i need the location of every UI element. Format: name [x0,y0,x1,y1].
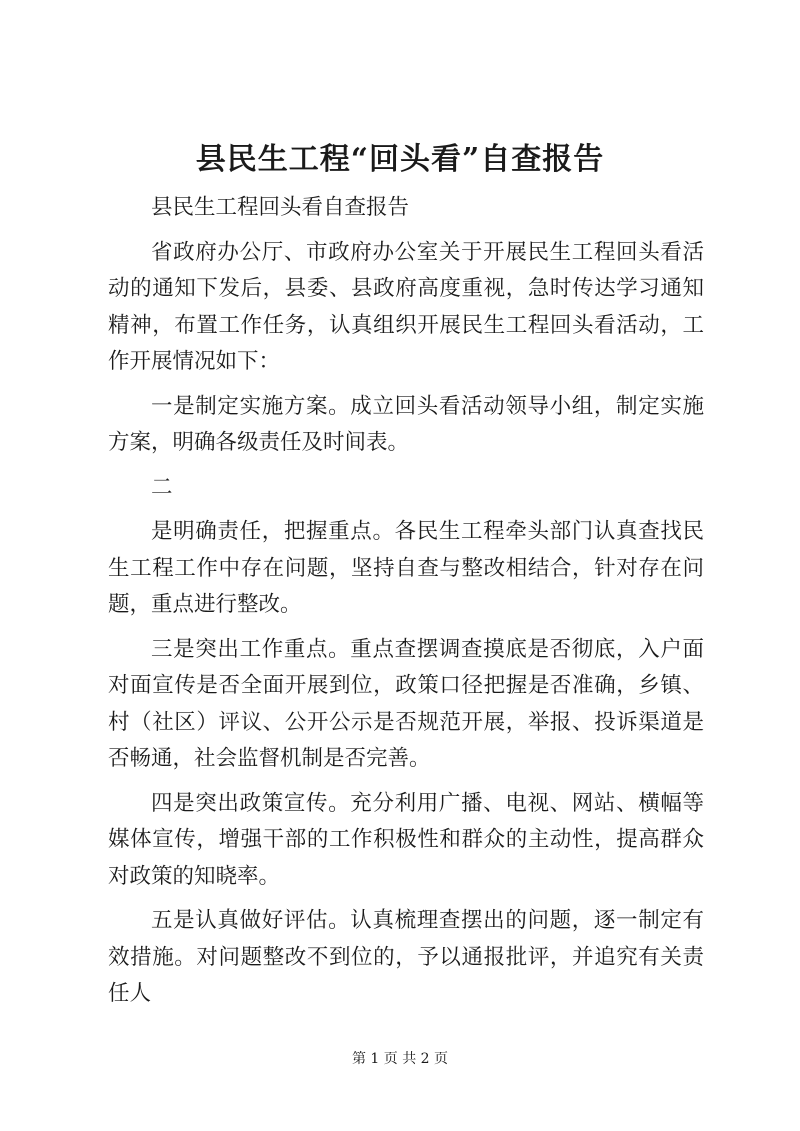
page-number-footer: 第 1 页 共 2 页 [351,1051,449,1067]
paragraph-item-3: 三是突出工作重点。重点查摆调查摸底是否彻底，入户面对面宣传是否全面开展到位，政策口径把握是否准确，乡镇、村（社区）评议、公开公示是否规范开展，举报、投诉渠道是否畅通，社会监督机制是否完善。 [108,636,704,771]
paragraph-item-2: 是明确责任，把握重点。各民生工程牵头部门认真查找民生工程工作中存在问题，坚持自查与整改相结合，针对存在问题，重点进行整改。 [108,519,704,617]
paragraph-intro: 省政府办公厅、市政府办公室关于开展民生工程回头看活动的通知下发后，县委、县政府高度重视，急时传达学习通知精神，布置工作任务，认真组织开展民生工程回头看活动，工作开展情况如下： [108,239,704,374]
paragraph-item-1: 一是制定实施方案。成立回头看活动领导小组，制定实施方案，明确各级责任及时间表。 [108,393,704,455]
document-title: 县民生工程“回头看”自查报告 [195,142,605,177]
paragraph-item-2-numeral: 二 [151,474,173,500]
paragraph-subtitle: 县民生工程回头看自查报告 [151,195,410,220]
paragraph-item-5: 五是认真做好评估。认真梳理查摆出的问题，逐一制定有效措施。对问题整改不到位的，予以通报批评，并追究有关责任人 [108,908,704,1006]
paragraph-item-4: 四是突出政策宣传。充分利用广播、电视、网站、横幅等媒体宣传，增强干部的工作积极性和群众的主动性，提高群众对政策的知晓率。 [108,790,704,889]
document-body [108,190,704,1021]
